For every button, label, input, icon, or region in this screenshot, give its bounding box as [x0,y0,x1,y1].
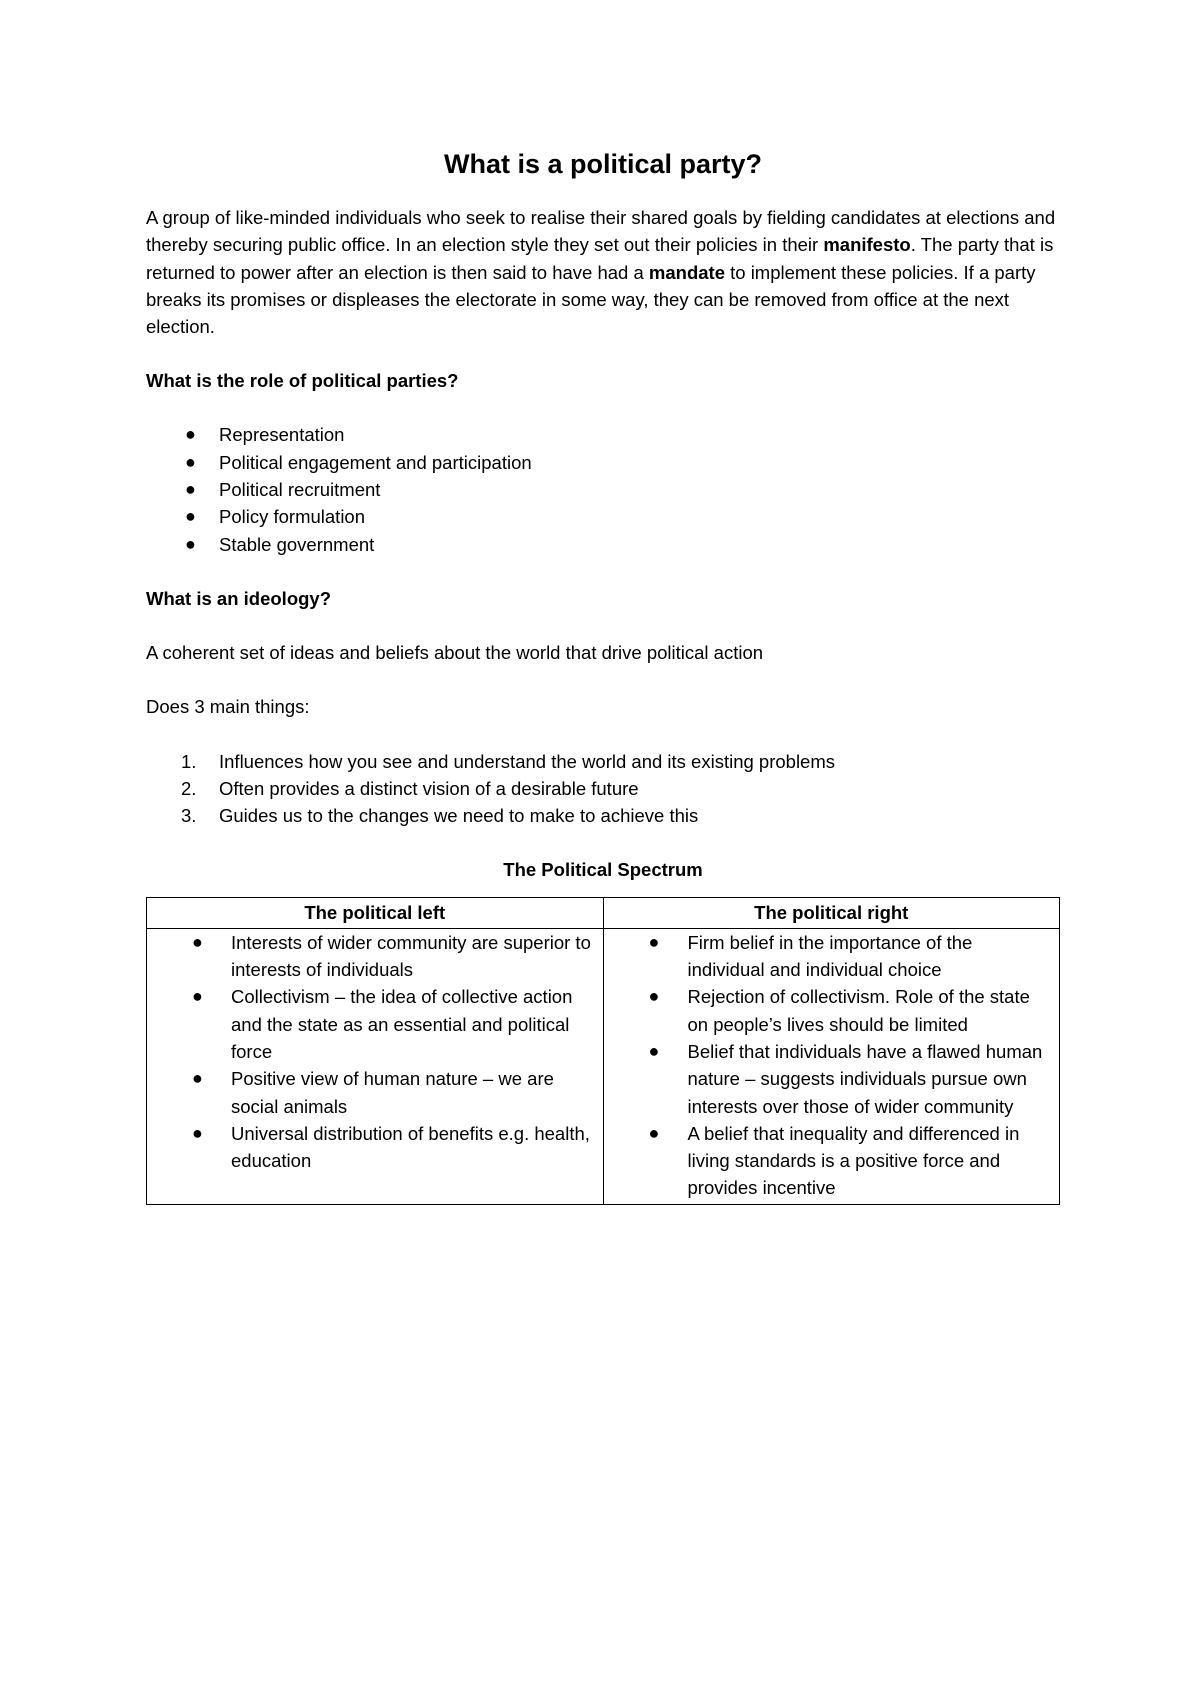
list-item: ● Interests of wider community are superior to interests of individuals [153,929,597,984]
left-column-cell [147,928,604,1204]
right-column-cell [603,928,1060,1204]
list-item: ● Universal distribution of benefits e.g. health, education [153,1120,597,1175]
list-item: ● Firm belief in the importance of the individual and individual choice [610,929,1054,984]
term-mandate: mandate [648,261,725,283]
list-item: 3. Guides us to the changes we need to make to achieve this [146,802,1060,829]
bullet-icon: ● [185,506,196,527]
term-manifesto: manifesto [823,234,911,256]
bullet-icon: ● [185,479,196,500]
list-number: 3. [181,805,197,827]
bullet-icon: ● [648,931,660,952]
list-item: 2. Often provides a distinct vision of a desirable future [146,775,1060,802]
list-item: ● Rejection of collectivism. Role of the state on people’s lives should be limited [610,983,1054,1038]
right-column-header: The political right [603,898,1060,928]
list-number: 2. [181,777,197,799]
bullet-icon: ● [648,1040,660,1061]
page-title: What is a political party? [443,149,763,179]
document-page [146,146,1060,1205]
bullet-icon: ● [185,424,196,445]
definition-text-1: A group of like-minded individuals who seek to realise their shared goals by fielding candidates at elections and thereby securing public office. In an election style they set out their policies in their [146,207,1056,256]
left-column-header: The political left [147,898,604,928]
bullet-icon: ● [192,986,203,1007]
list-item: 1. Influences how you see and understand the world and its existing problems [146,748,1060,775]
definition-text-2: . The party that is returned to power after an election is then said to have had a [146,234,1054,283]
table-row [147,928,1060,1204]
bullet-icon: ● [192,1068,203,1089]
bullet-icon: ● [185,451,196,472]
bullet-icon: ● [648,1122,660,1143]
list-item: ● Positive view of human nature – we are social animals [153,1065,597,1120]
ideology-heading: What is an ideology? [146,587,332,609]
list-number: 1. [181,750,197,772]
list-item: ● Representation [146,421,1060,448]
right-list [610,929,1054,1202]
bullet-icon: ● [648,986,660,1007]
spectrum-table [146,897,1060,1204]
bullet-icon: ● [192,931,203,952]
list-item: ● Belief that individuals have a flawed human nature – suggests individuals pursue own interests over those of wider community [610,1038,1054,1120]
bullet-icon: ● [185,533,196,554]
roles-list [146,421,1060,557]
list-item: ● Collectivism – the idea of collective action and the state as an essential and political force [153,983,597,1065]
list-item: ● Political engagement and participation [146,449,1060,476]
ideology-intro: Does 3 main things: [146,696,310,718]
bullet-icon: ● [192,1122,203,1143]
left-list [153,929,597,1175]
party-definition [146,204,1060,340]
definition-text-3: to implement these policies. If a party breaks its promises or displeases the electorate in some way, they can be removed from office at the next election. [146,261,1036,338]
roles-heading: What is the role of political parties? [146,370,459,392]
table-header-row [147,898,1060,928]
spectrum-heading: The Political Spectrum [503,859,703,881]
ideology-definition: A coherent set of ideas and beliefs about the world that drive political action [146,641,764,663]
list-item: ● Political recruitment [146,476,1060,503]
list-item: ● A belief that inequality and differenced in living standards is a positive force and provides incentive [610,1120,1054,1202]
ideology-list [146,748,1060,830]
list-item: ● Stable government [146,531,1060,558]
list-item: ● Policy formulation [146,503,1060,530]
